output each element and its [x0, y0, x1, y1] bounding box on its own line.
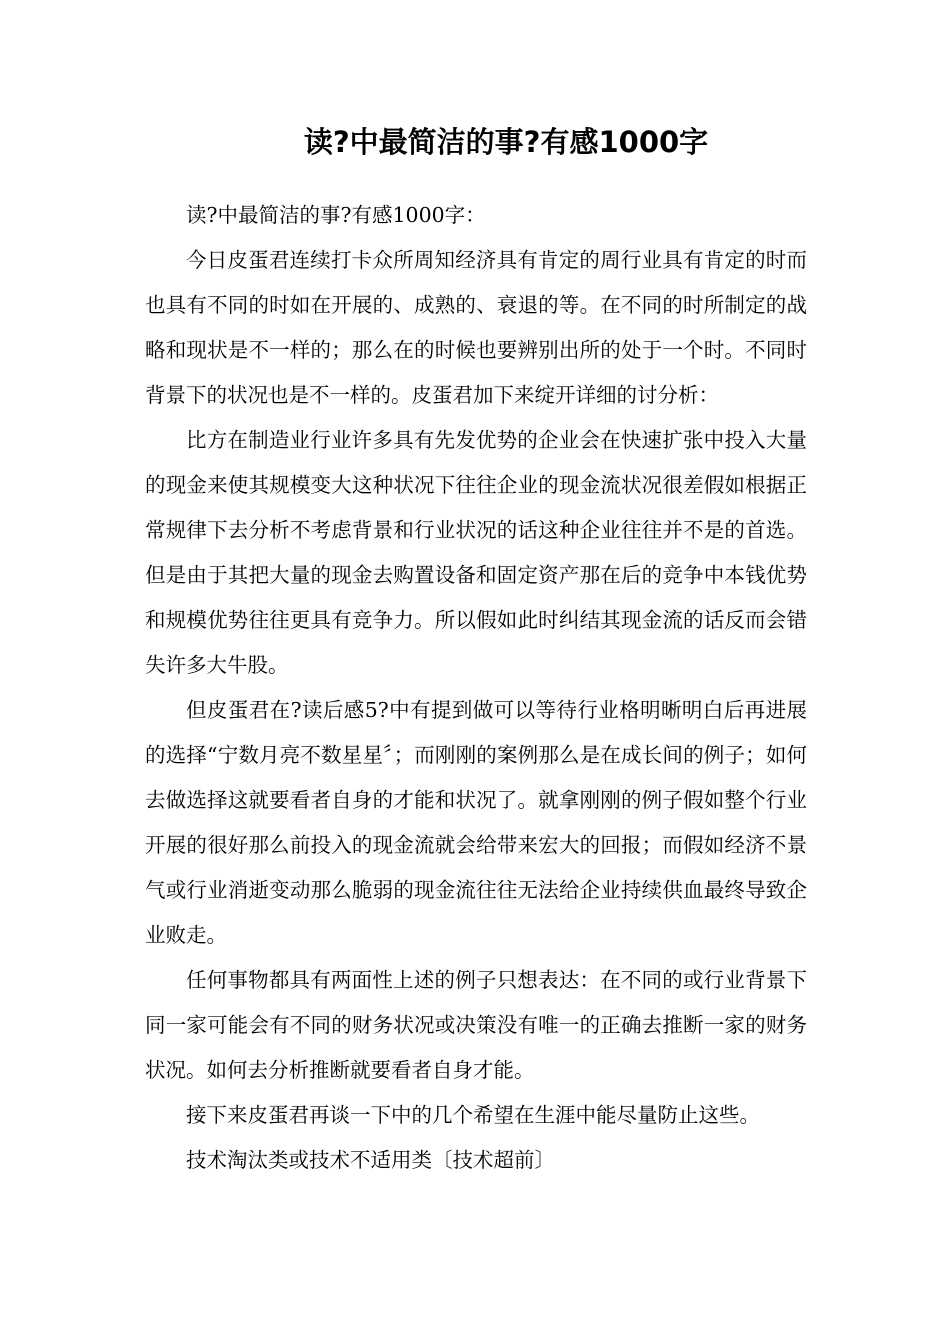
paragraph: 但皮蛋君在?读后感5?中有提到做可以等待行业格明晰明白后再进展的选择“宁数月亮不数星星〞；而刚刚的案例那么是在成长间的例子；如何去做选择这就要看者自身的才能和状况了。就拿刚刚的例子假如整个行业开展的很好那么前投入的现金流就会给带来宏大的回报；而假如经济不景气或行业消逝变动那么脆弱的现金流往往无法给企业持续供血最终导致企业败走。 [145, 698, 807, 947]
document-body [145, 193, 807, 1183]
paragraph-intro: 读?中最简洁的事?有感1000字： [186, 203, 486, 227]
paragraph: 比方在制造业行业许多具有先发优势的企业会在快速扩张中投入大量的现金来使其规模变大这种状况下往往企业的现金流状况很差假如根据正常规律下去分析不考虑背景和行业状况的话这种企业往往并不是的首选。但是由于其把大量的现金去购置设备和固定资产那在后的竞争中本钱优势和规模优势往往更具有竞争力。所以假如此时纠结其现金流的话反而会错失许多大牛股。 [145, 428, 807, 677]
paragraph: 技术淘汰类或技术不适用类〔技术超前〕 [186, 1148, 555, 1172]
document-title: 读?中最简洁的事?有感1000字 [303, 125, 709, 159]
paragraph: 接下来皮蛋君再谈一下中的几个希望在生涯中能尽量防止这些。 [186, 1103, 760, 1127]
paragraph: 任何事物都具有两面性上述的例子只想表达：在不同的或行业背景下同一家可能会有不同的财务状况或决策没有唯一的正确去推断一家的财务状况。如何去分析推断就要看者自身才能。 [145, 968, 807, 1082]
paragraph: 今日皮蛋君连续打卡众所周知经济具有肯定的周行业具有肯定的时而也具有不同的时如在开展的、成熟的、衰退的等。在不同的时所制定的战略和现状是不一样的；那么在的时候也要辨别出所的处于一个时。不同时背景下的状况也是不一样的。皮蛋君加下来绽开详细的讨分析： [145, 248, 807, 407]
